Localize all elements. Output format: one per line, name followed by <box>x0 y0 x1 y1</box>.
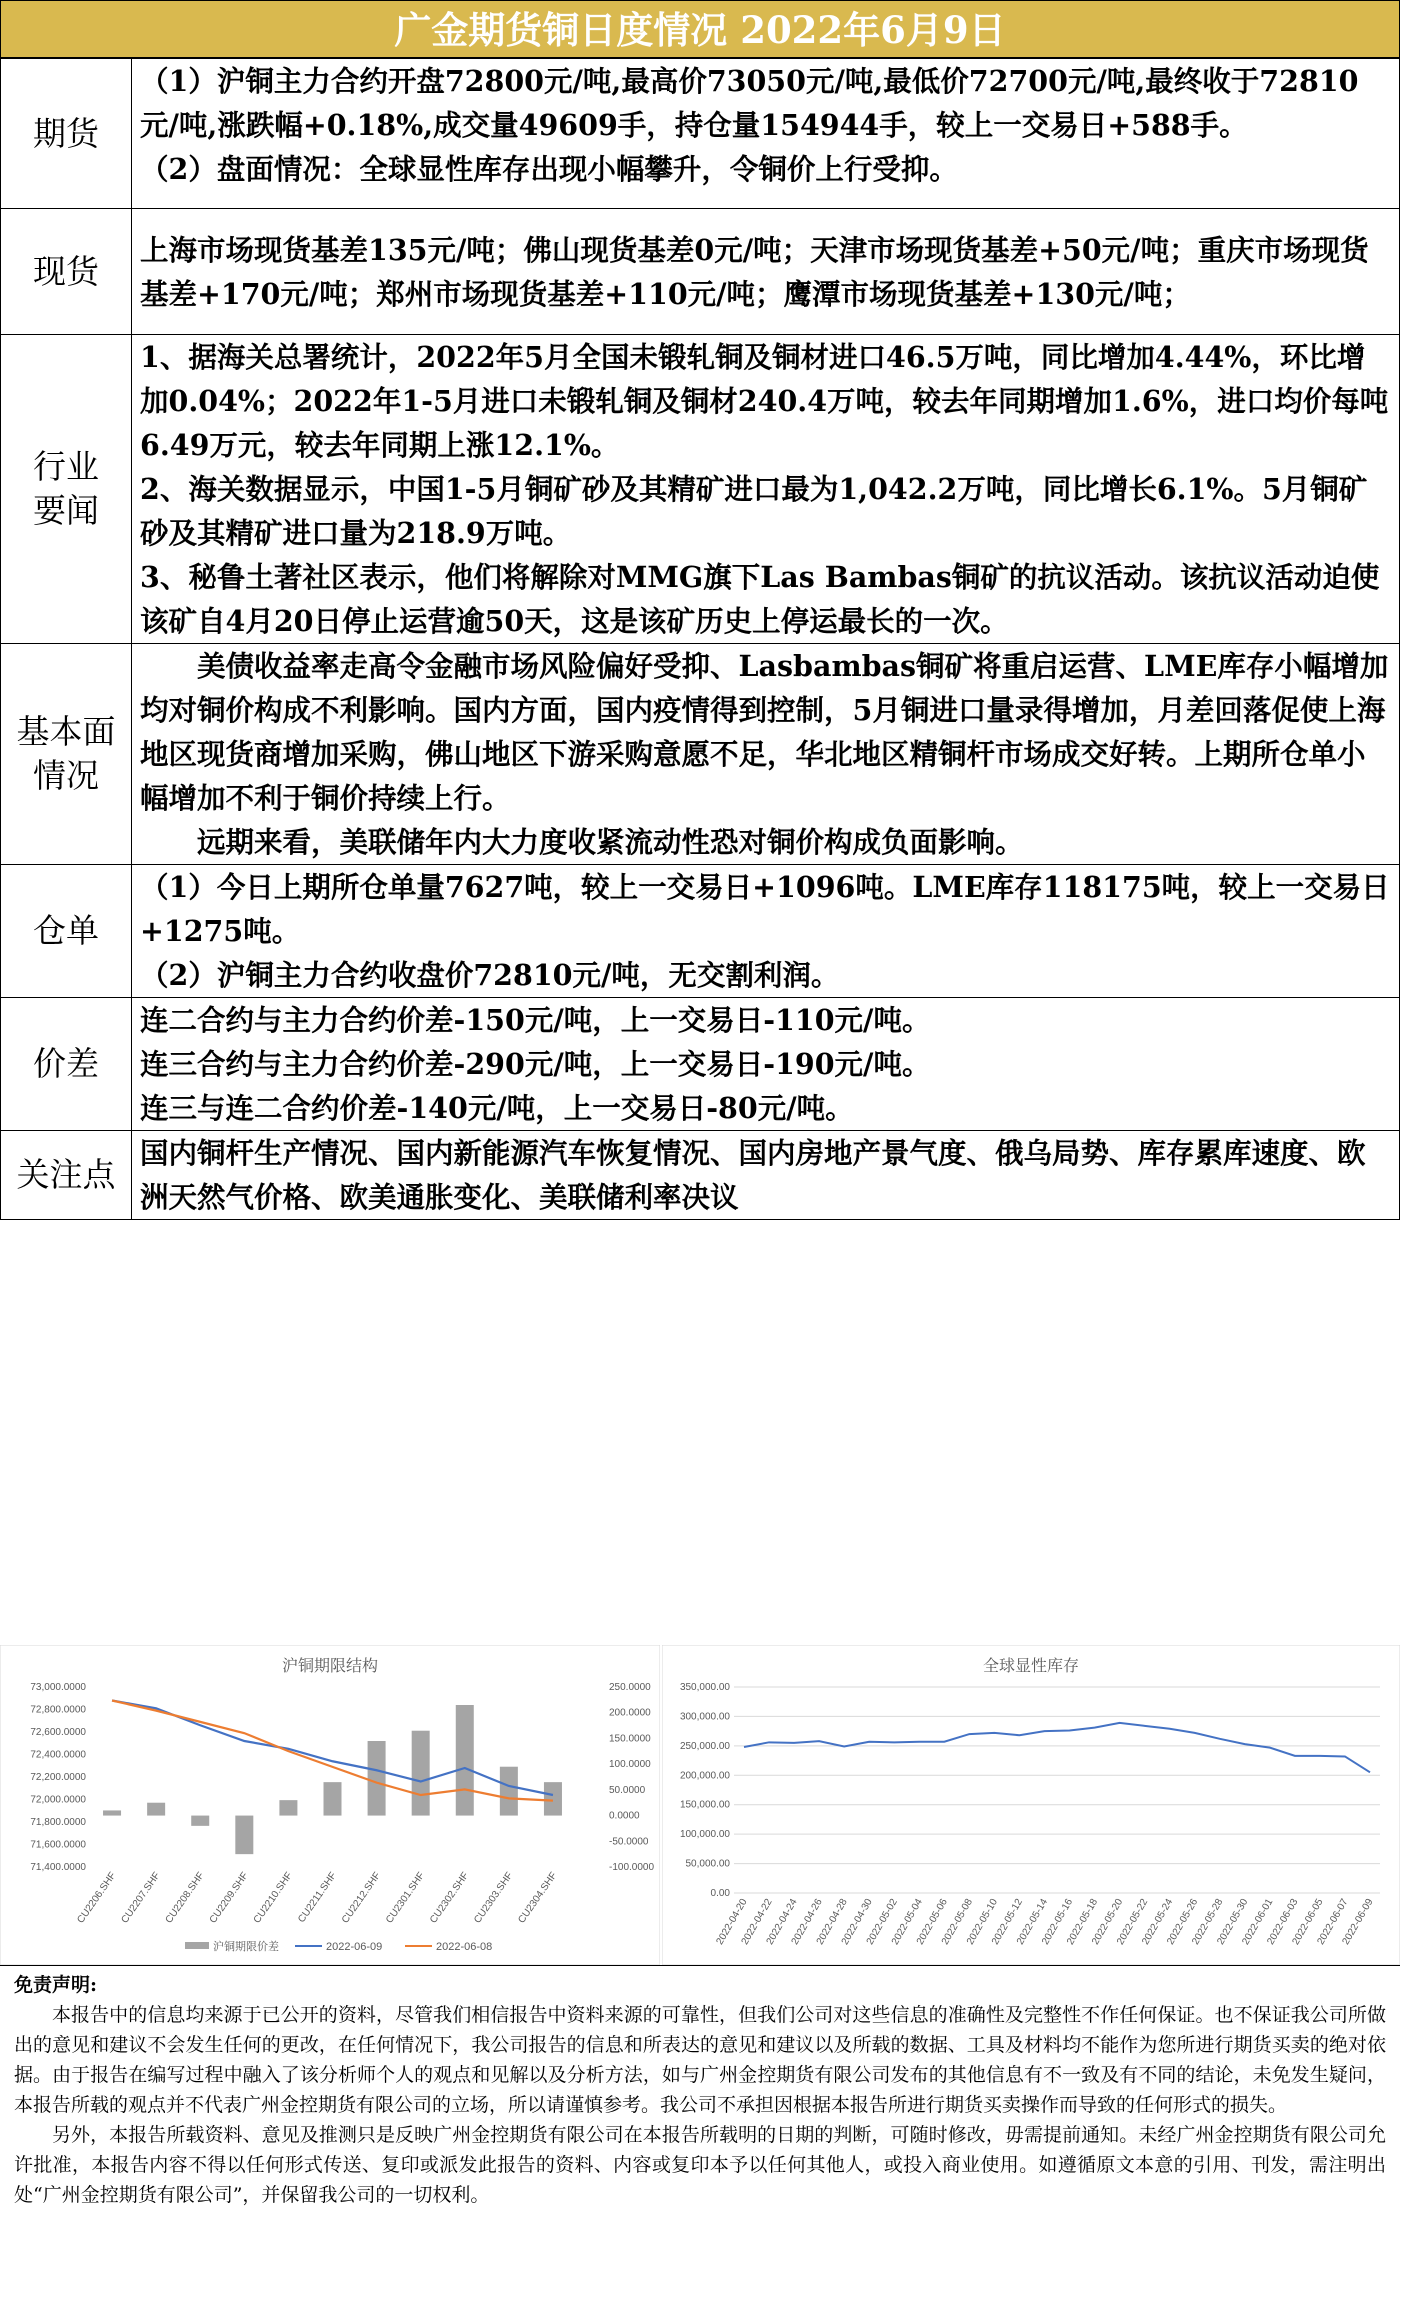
y-tick-label: 50,000.00 <box>685 1858 730 1870</box>
x-tick-label: 2022-05-28 <box>1190 1897 1226 1947</box>
content-line: （1）今日上期所仓单量7627吨，较上一交易日+1096吨。LME库存118175吨，较上一交易日+1275吨。 <box>140 870 1390 948</box>
x-tick-label: 2022-04-22 <box>739 1897 775 1947</box>
section-label <box>1 335 132 644</box>
y-right-tick-label: 50.0000 <box>609 1784 646 1796</box>
legend-label: 沪铜期限价差 <box>213 1941 279 1953</box>
section-content <box>132 335 1400 644</box>
x-tick-label: CU2207.SHF <box>119 1870 163 1926</box>
x-tick-label: CU2304.SHF <box>516 1870 560 1926</box>
y-left-tick-label: 71,400.0000 <box>30 1862 86 1873</box>
y-tick-label: 350,000.00 <box>679 1682 730 1693</box>
x-tick-label: 2022-04-20 <box>714 1897 750 1947</box>
x-tick-label: CU2208.SHF <box>163 1870 207 1926</box>
section-label-text: 行业要闻 <box>33 447 99 530</box>
bar <box>456 1705 474 1816</box>
y-tick-label: 150,000.00 <box>679 1799 730 1811</box>
bar <box>191 1816 209 1826</box>
x-tick-label: 2022-04-30 <box>839 1897 875 1947</box>
section-content <box>132 59 1400 209</box>
y-tick-label: 0.00 <box>710 1888 730 1899</box>
x-tick-label: 2022-05-18 <box>1065 1897 1101 1947</box>
content-line: （1）沪铜主力合约开盘72800元/吨,最高价73050元/吨,最低价72700元/吨,最终收于72810元/吨,涨跌幅+0.18%,成交量49609手，持仓量154944手，较上一交易日+588手。 <box>140 64 1359 142</box>
y-right-tick-label: 0.0000 <box>609 1810 640 1822</box>
bar <box>544 1782 562 1815</box>
x-tick-label: CU2211.SHF <box>296 1870 339 1925</box>
y-left-tick-label: 71,600.0000 <box>30 1839 86 1851</box>
y-left-tick-label: 72,800.0000 <box>30 1704 86 1716</box>
disclaimer-paragraph: 本报告中的信息均来源于已公开的资料，尽管我们相信报告中资料来源的可靠性，但我们公司对这些信息的准确性及完整性不作任何保证。也不保证我公司所做出的意见和建议不会发生任何的更改，在任何情况下，我公司报告的信息和所表达的意见和建议以及所载的数据、工具及材料均不能作为您所进行期货买卖的绝对依据。由于报告在编写过程中融入了该分析师个人的观点和见解以及分析方法，如与广州金控期货有限公司发布的其他信息有不一致及有不同的结论，未免发生疑问，本报告所载的观点并不代表广州金控期货有限公司的立场，所以请谨慎参考。我公司不承担因根据本报告所进行期货买卖操作而导致的任何形式的损失。 <box>14 2004 1386 2116</box>
disclaimer-title: 免责声明: <box>14 1974 98 1996</box>
chart-title: 全球显性库存 <box>982 1658 1080 1675</box>
y-right-tick-label: -100.0000 <box>609 1862 655 1873</box>
x-tick-label: 2022-06-01 <box>1240 1897 1276 1947</box>
x-tick-label: 2022-06-03 <box>1265 1897 1301 1947</box>
content-line: 美债收益率走高令金融市场风险偏好受抑、Lasbambas铜矿将重启运营、LME库存小幅增加均对铜价构成不利影响。国内方面，国内疫情得到控制，5月铜进口量录得增加，月差回落促使上海地区现货商增加采购，佛山地区下游采购意愿不足，华北地区精铜杆市场成交好转。上期所仓单小幅增加不利于铜价持续上行。 <box>140 649 1389 815</box>
bar <box>412 1731 430 1816</box>
x-tick-label: 2022-05-30 <box>1215 1897 1251 1947</box>
x-tick-label: 2022-05-06 <box>914 1897 950 1947</box>
y-right-tick-label: 150.0000 <box>609 1733 651 1745</box>
section-content <box>132 1131 1400 1220</box>
x-tick-label: CU2206.SHF <box>75 1870 119 1926</box>
x-tick-label: 2022-06-05 <box>1290 1897 1326 1947</box>
chart-title: 沪铜期限结构 <box>281 1658 379 1675</box>
disclaimer <box>0 1965 1400 2305</box>
term-structure-chart <box>0 1645 660 1965</box>
x-tick-label: CU2210.SHF <box>251 1870 295 1926</box>
x-tick-label: CU2303.SHF <box>472 1870 516 1926</box>
section-warehouse <box>1 865 1400 998</box>
y-left-tick-label: 72,400.0000 <box>30 1749 86 1761</box>
section-label: 现货 <box>1 209 132 335</box>
section-content <box>132 209 1400 335</box>
section-label-text: 基本面情况 <box>16 712 116 795</box>
section-label: 关注点 <box>1 1131 132 1220</box>
charts-row <box>0 1645 1400 1965</box>
legend-label: 2022-06-09 <box>326 1941 383 1953</box>
x-tick-label: CU2301.SHF <box>384 1870 428 1926</box>
content-line: 远期来看，美联储年内大力度收紧流动性恐对铜价构成负面影响。 <box>197 825 1024 859</box>
x-tick-label: 2022-04-24 <box>764 1897 800 1947</box>
section-spread <box>1 998 1400 1131</box>
legend-swatch <box>185 1942 209 1949</box>
x-tick-label: 2022-05-26 <box>1165 1897 1201 1947</box>
x-tick-label: 2022-04-28 <box>814 1897 850 1947</box>
y-right-tick-label: 100.0000 <box>609 1759 651 1771</box>
content-line: 2、海关数据显示，中国1-5月铜矿砂及其精矿进口最为1,042.2万吨，同比增长6.1%。5月铜矿砂及其精矿进口量为218.9万吨。 <box>140 472 1368 550</box>
y-tick-label: 250,000.00 <box>679 1740 730 1752</box>
y-tick-label: 300,000.00 <box>679 1711 730 1723</box>
x-tick-label: 2022-05-08 <box>939 1897 975 1947</box>
y-tick-label: 100,000.00 <box>679 1829 730 1841</box>
y-left-tick-label: 72,600.0000 <box>30 1727 86 1738</box>
content-line: 上海市场现货基差135元/吨；佛山现货基差0元/吨；天津市场现货基差+50元/吨；重庆市场现货基差+170元/吨；郑州市场现货基差+110元/吨；鹰潭市场现货基差+130元/吨； <box>140 232 1369 311</box>
section-content <box>132 865 1400 998</box>
y-left-tick-label: 73,000.0000 <box>30 1682 86 1693</box>
y-left-tick-label: 72,000.0000 <box>30 1794 86 1806</box>
content-line: （2）沪铜主力合约收盘价72810元/吨，无交割利润。 <box>140 958 840 992</box>
bar <box>500 1767 518 1816</box>
x-tick-label: 2022-05-24 <box>1140 1897 1176 1947</box>
x-tick-label: CU2302.SHF <box>428 1870 472 1926</box>
x-tick-label: 2022-05-16 <box>1040 1897 1076 1947</box>
x-tick-label: CU2212.SHF <box>339 1870 384 1926</box>
report-table <box>0 58 1400 1220</box>
report-title: 广金期货铜日度情况 2022年6月9日 <box>0 0 1400 58</box>
x-tick-label: 2022-05-04 <box>889 1897 925 1947</box>
content-line: 1、据海关总署统计，2022年5月全国未锻轧铜及铜材进口46.5万吨，同比增加4.44%，环比增加0.04%；2022年1-5月进口未锻轧铜及铜材240.4万吨，较去年同期增加1.6%，进口均价每吨6.49万元，较去年同期上涨12.1%。 <box>140 340 1389 462</box>
section-content <box>132 644 1400 865</box>
bar <box>324 1782 342 1815</box>
section-focus <box>1 1131 1400 1220</box>
x-tick-label: 2022-05-12 <box>989 1897 1026 1947</box>
term-structure-svg <box>0 1645 660 1965</box>
y-tick-label: 200,000.00 <box>679 1770 730 1782</box>
x-tick-label: 2022-06-07 <box>1315 1897 1351 1947</box>
inventory-svg <box>662 1645 1400 1965</box>
y-right-tick-label: -50.0000 <box>609 1836 649 1848</box>
x-tick-label: 2022-05-22 <box>1115 1897 1151 1947</box>
content-line: 连三与连二合约价差-140元/吨，上一交易日-80元/吨。 <box>140 1091 854 1125</box>
x-tick-label: 2022-06-09 <box>1340 1897 1376 1947</box>
section-label <box>1 644 132 865</box>
x-tick-label: 2022-05-14 <box>1014 1897 1051 1947</box>
y-left-tick-label: 71,800.0000 <box>30 1817 86 1828</box>
section-news <box>1 335 1400 644</box>
section-label: 仓单 <box>1 865 132 998</box>
section-fundamentals <box>1 644 1400 865</box>
inventory-chart <box>662 1645 1400 1965</box>
x-tick-label: CU2209.SHF <box>207 1870 251 1926</box>
content-line: 连三合约与主力合约价差-290元/吨，上一交易日-190元/吨。 <box>140 1047 931 1081</box>
y-right-tick-label: 250.0000 <box>609 1682 651 1693</box>
x-tick-label: 2022-05-10 <box>964 1897 1000 1947</box>
section-futures <box>1 59 1400 209</box>
x-tick-label: 2022-05-02 <box>864 1897 900 1947</box>
content-line: 3、秘鲁土著社区表示，他们将解除对MMG旗下Las Bambas铜矿的抗议活动。该抗议活动迫使该矿自4月20日停止运营逾50天，这是该矿历史上停运最长的一次。 <box>140 560 1380 638</box>
bar <box>147 1803 165 1816</box>
x-tick-label: 2022-04-26 <box>789 1897 825 1947</box>
bar <box>103 1810 121 1815</box>
section-content <box>132 998 1400 1131</box>
y-right-tick-label: 200.0000 <box>609 1707 651 1719</box>
y-left-tick-label: 72,200.0000 <box>30 1772 86 1783</box>
bar <box>235 1816 253 1855</box>
bar <box>279 1800 297 1815</box>
legend-label: 2022-06-08 <box>436 1941 493 1953</box>
content-line: 连二合约与主力合约价差-150元/吨，上一交易日-110元/吨。 <box>140 1003 931 1037</box>
bar <box>368 1741 386 1816</box>
section-label: 期货 <box>1 59 132 209</box>
disclaimer-paragraph: 另外，本报告所载资料、意见及推测只是反映广州金控期货有限公司在本报告所载明的日期的判断，可随时修改，毋需提前通知。未经广州金控期货有限公司允许批准，本报告内容不得以任何形式传送、复印或派发此报告的资料、内容或复印本予以任何其他人，或投入商业使用。如遵循原文本意的引用、刊发，需注明出处“广州金控期货有限公司”，并保留我公司的一切权利。 <box>14 2124 1386 2206</box>
content-line: （2）盘面情况：全球显性库存出现小幅攀升，令铜价上行受抑。 <box>140 152 958 186</box>
x-tick-label: 2022-05-20 <box>1090 1897 1126 1947</box>
section-label: 价差 <box>1 998 132 1131</box>
content-line: 国内铜杆生产情况、国内新能源汽车恢复情况、国内房地产景气度、俄乌局势、库存累库速度、欧洲天然气价格、欧美通胀变化、美联储利率决议 <box>140 1136 1366 1214</box>
section-spot <box>1 209 1400 335</box>
